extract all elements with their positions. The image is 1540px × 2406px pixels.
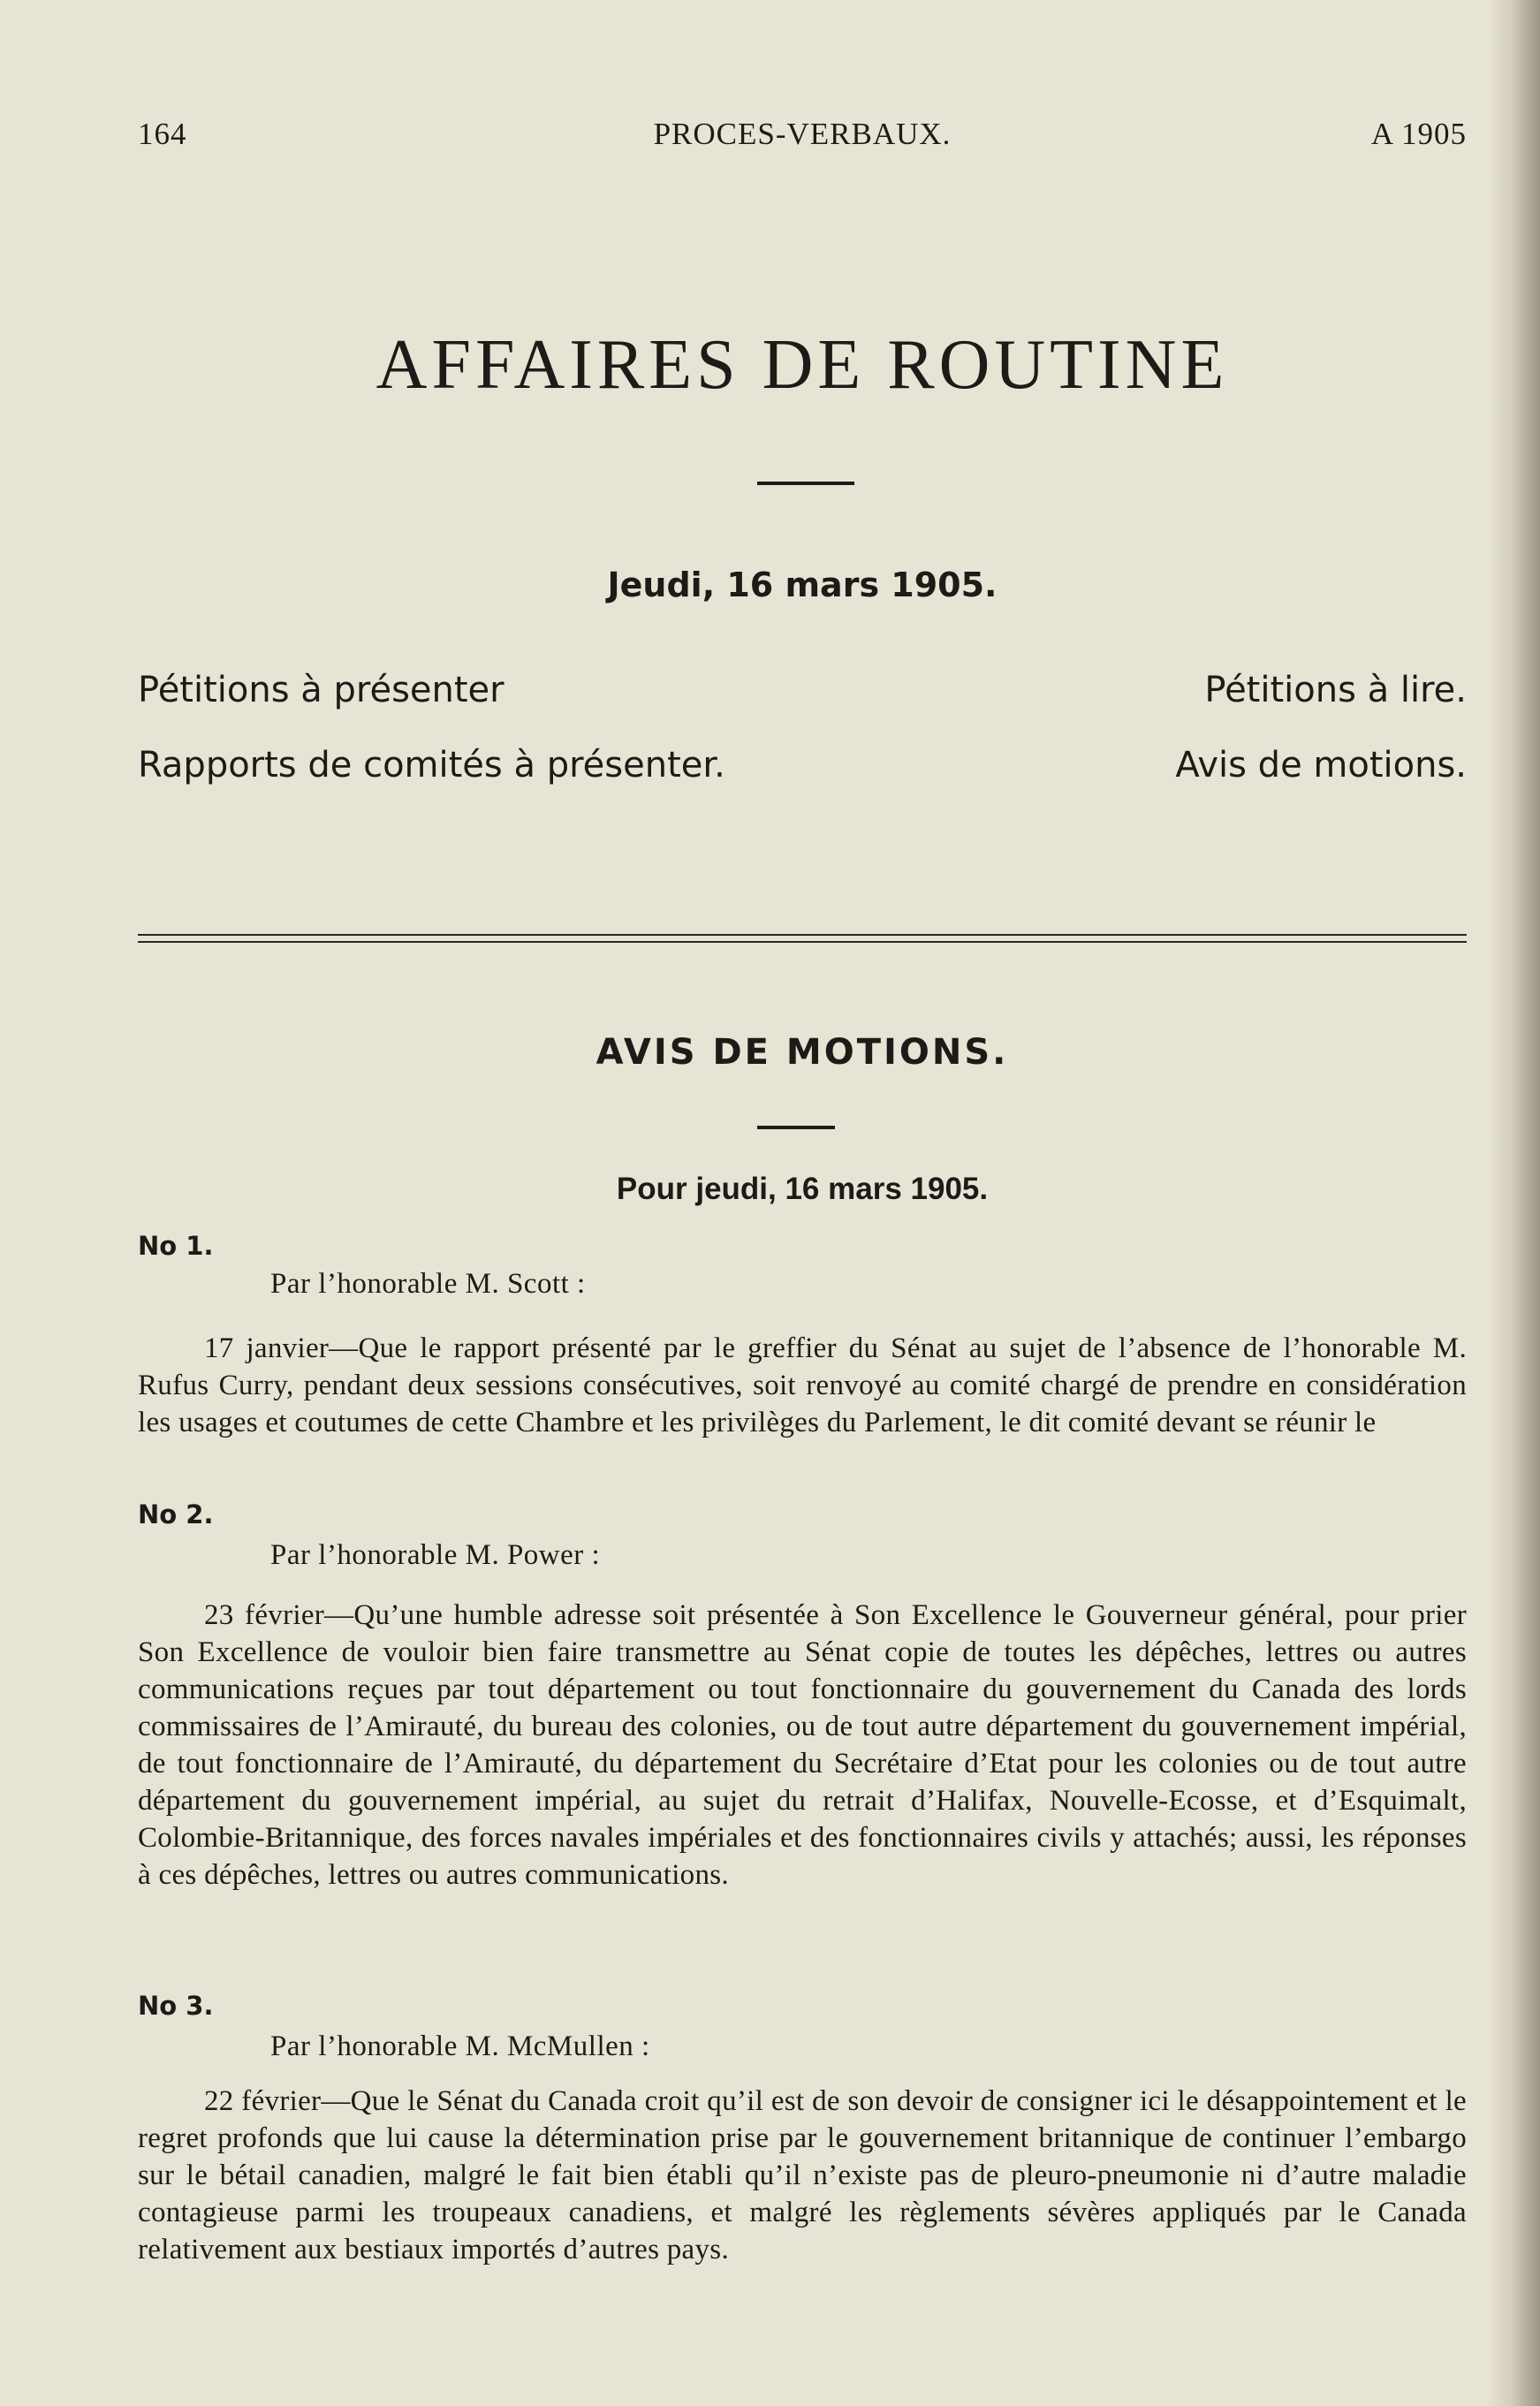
running-header bbox=[138, 117, 1467, 161]
motion-mover: Par l’honorable M. McMullen : bbox=[270, 2030, 650, 2062]
motion-text: 17 janvier—Que le rapport présenté par le greffier du Sénat au sujet de l’absence de l’honorable M. Rufus Curry, pendant deux sessions consécutives, soit renvoyé au comité chargé de prendre en considération les usages et coutumes de cette Chambre et les privilèges du Parlement, le dit comité devant se réunir le bbox=[138, 1332, 1467, 1438]
motion-text: 22 février—Que le Sénat du Canada croit qu’il est de son devoir de consigner ici le désappointement et le regret profonds que lui cause la détermination prise par le gouvernement britannique de continuer l’embargo sur le bétail canadien, malgré le fait bien établi qu’il n’existe pas de pleuro-pneumonie ni d’autre maladie contagieuse parmi les troupeaux canadiens, et malgré les règlements sévères appliqués par le Canada relativement aux bestiaux importés d’autres pays. bbox=[138, 2085, 1467, 2266]
motion-mover: Par l’honorable M. Scott : bbox=[270, 1268, 586, 1300]
binding-edge-shadow bbox=[1487, 0, 1540, 2406]
page-title: AFFAIRES DE ROUTINE bbox=[376, 326, 1229, 404]
notices-subheading: Pour jeudi, 16 mars 1905. bbox=[616, 1172, 989, 1206]
motion-number: No 2. bbox=[138, 1499, 214, 1529]
routine-row-1 bbox=[138, 670, 1467, 723]
section-divider bbox=[138, 934, 1467, 943]
volume-year: A 1905 bbox=[1370, 117, 1467, 151]
motion-mover: Par l’honorable M. Power : bbox=[270, 1539, 601, 1571]
routine-item-petitions-read: Pétitions à lire. bbox=[1204, 670, 1467, 710]
routine-item-committee-reports: Rapports de comités à présenter. bbox=[138, 745, 725, 786]
motion-number: No 1. bbox=[138, 1231, 214, 1261]
running-title: PROCES-VERBAUX. bbox=[653, 117, 952, 151]
motion-number: No 3. bbox=[138, 1991, 214, 2021]
sitting-date: Jeudi, 16 mars 1905. bbox=[607, 565, 998, 604]
section-rule bbox=[757, 1126, 835, 1129]
title-rule bbox=[757, 482, 854, 485]
routine-row-2 bbox=[138, 745, 1467, 798]
section-title: AVIS DE MOTIONS. bbox=[596, 1032, 1009, 1073]
motion-text: 23 février—Qu’une humble adresse soit présentée à Son Excellence le Gouverneur général, pour prier Son Excellence de vouloir bien faire transmettre au Sénat copie de toutes les dépêches, lettres ou autres communications reçues par tout département ou tout fonctionnaire du gouvernement du Canada des lords commissaires de l’Amirauté, du bureau des colonies, ou de tout autre département du gouvernement impérial, de tout fonctionnaire de l’Amirauté, du département du Secrétaire d’Etat pour les colonies ou de tout autre département du gouvernement impérial, au sujet du retrait d’Halifax, Nouvelle-Ecosse, et d’Esquimalt, Colombie-Britannique, des forces navales impériales et des fonctionnaires civils y attachés; aussi, les réponses à ces dépêches, lettres ou autres communications. bbox=[138, 1599, 1467, 1891]
page-number: 164 bbox=[138, 117, 187, 151]
routine-item-notices-of-motion: Avis de motions. bbox=[1175, 745, 1467, 786]
routine-item-petitions-present: Pétitions à présenter bbox=[138, 670, 504, 710]
